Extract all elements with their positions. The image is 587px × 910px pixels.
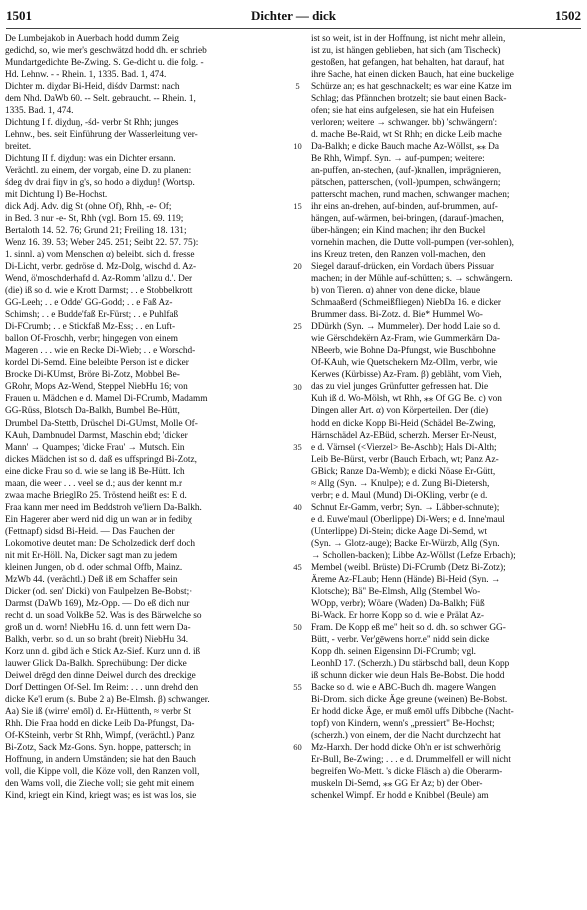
line-number: 45 [293,561,302,572]
text-line: Membel (weibl. Brüste) Di-FCrumb (Detz Bi-Zotz); [311,562,506,573]
text-line: topf) von Kindern, wenn's „pressiert" Be-Hochst; [311,718,495,729]
text-line: MzWb 44. (verächtl.) Deß iß em Schaffer sein [5,574,178,585]
text-line: Lokomotive deutet man: De Scholzedick derf doch [5,538,196,549]
line-number: 40 [293,501,302,512]
text-line: recht d. un soad VolkBe 52. Was is des Bärwelche so [5,610,202,621]
text-line: patterscht machen, rund machen, schwanger machen; [311,190,510,201]
text-line: ≈ Allg (Syn. → Knulpe); e d. Zung Bi-Dietersh, [311,478,490,489]
text-line: in Bed. 3 nur -e- St, Rhh (vgl. Born 15. 69. 119; [5,214,184,225]
line-number: 5 [295,81,300,92]
text-line: Kind, kriegt ein Kind, kriegt was; es ist was los, sie [5,790,197,801]
text-line: vornehin machen, die Dutte voll-pumpen (ver-sohlen), [311,238,514,249]
line-number: 35 [293,441,302,452]
line-number: 10 [293,141,302,152]
line-number: 25 [293,321,302,332]
text-line: dickes Mädchen ist so d. daß es uffspringd Bi-Zotz, [5,454,197,465]
text-line: Schimsh; . . e Budde'faß Er-Fürst; . . e Puhlfaß [5,310,179,321]
text-line: das zu viel junges Grünfutter gefressen hat. Die [311,382,489,393]
text-line: Dingen aller Art. α) von Körperteilen. Der (die) [311,406,489,417]
text-line: Mundartgedichte Be-Zwing. S. Ge-dicht u. die folg. - [5,58,204,69]
text-line: Brocke Di-KUmst, Bröre Bi-Zotz, Mobbel Be- [5,370,180,381]
text-line: (Syn. → Glotz-auge); Backe Er-Würzb, Allg (Syn. [311,538,500,549]
text-line: Härnschädel Az-EBüd, scherzh. Merser Er-Neust, [311,430,497,441]
text-line: nit mit Er-Höll. Na, Dicker sagt man zu jedem [5,550,178,561]
text-line: voll, die Kippe voll, die Köze voll, den Ranzen voll, [5,766,200,777]
text-line: Da-Balkh; e dicke Bauch mache Az-Wöllst, ⁎⁎ Da [311,142,499,153]
text-line: Fram. De Kopp eß me" heit so d. dh. so schwer GG- [311,622,506,633]
text-line: schenkel Wimpf. Er hodd e Knibbel (Beule) am [311,790,489,801]
text-line: GG-Rüss, Blotsch Da-Balkh, Bumbel Be-Hütt, [5,406,180,417]
text-line: De Lumbejakob in Auerbach hodd dumm Zeig [5,34,180,44]
text-line: ins Kreuz treten, den Ranzen voll-machen, den [311,250,486,261]
text-line: hängen, auf-wärmen, bei-bringen, (darauf-)machen, [311,214,504,225]
text-line: kordel Di-Semd. Eine beleibte Person ist e dicker [5,358,189,369]
text-line: Mz-Harxh. Der hodd dicke Oh'n er ist schwerhörig [311,742,501,753]
text-line: Brummer dass. Bi-Zotz. d. Bie* Hummel Wo- [311,310,483,321]
text-line: Fraa kann mer need im Beddstroh ve'liern Da-Balkh. [5,502,202,513]
text-line: eine dicke Frau so d. wie se lang iß Be-Hütt. Ich [5,466,185,477]
text-line: groß un d. worn! NiebHu 16. d. unn fett wern Da- [5,622,191,633]
line-number: 55 [293,682,302,693]
text-line: Er-Bull, Be-Zwing; . . . e d. Drummelfell er will nicht [311,754,511,765]
text-line: DDürkh (Syn. → Mummeler). Der hodd Laie so d. [311,322,501,333]
text-line: Bi-Wack. Er horre Kopp so d. wie e Prälat Az- [311,610,484,621]
text-line: Schlag; das Pfännchen brotzelt; sie baut einen Back- [311,94,507,105]
text-line: Verächtl. zu einem, der vorgab, eine D. zu planen: [5,166,192,177]
text-line: Balkh, verbr. so d. un so braht (breit) NiebHu 34. [5,634,189,645]
text-line: NBeerb, wie Bohne Da-Pfungst, wie Buschbohne [311,346,496,357]
text-line: ballon Of-Froschh, verbr; hingegen von einem [5,334,178,345]
text-line: Lehnw., bes. seit Einführung der Wasserleitung ver- [5,130,198,141]
text-line: den Wams voll, die Zieche voll; sie geht mit einem [5,778,195,789]
text-line: über-hängen; ein Kind machen; ihr den Buckel [311,226,486,237]
text-line: Schmaaßerd (Schmeißfliegen) NiebDa 16. e dicker [311,298,501,309]
text-line: 1335. Bad. 1, 474. [5,106,74,117]
text-line: d. mache Be-Raid, wt St Rhh; en dicke Leib mache [311,130,502,141]
text-line: (scherzh.) von einem, der die Nacht durchzecht hat [311,730,501,741]
text-line: b) von Tieren. α) ahner von dene dicke, blaue [311,286,481,297]
text-line: Dichter m. diχdər Bi-Heid, diśdv Darmst: nach [5,82,180,93]
text-line: Er hodd dicke Äge, er muß emōl uffs Dibbche (Nacht- [311,706,514,717]
text-line: KAuh, Dambnudel Darmst, Maschin ebd; 'dicker [5,430,188,441]
text-line: Dorf Dettingen Of-Sel. Im Reim: . . . unn drehd den [5,682,199,693]
text-line: Klotsche); Bä" Be-Elmsh, Allg (Stembel Wo- [311,586,481,597]
text-line: maan, die weer . . . veel se d.; aus der kennt m.r [5,478,183,489]
text-line: Backe so d. wie e ABC-Buch dh. magere Wangen [311,682,496,693]
text-line: Hoffnung, in andern Umständen; sie hat den Bauch [5,754,196,765]
text-line: wie Gërschdekërn Az-Fram, wie Gummerkärn Da- [311,334,500,345]
text-line: Be Rhh, Wimpf. Syn. → auf-pumpen; weitere: [311,154,485,165]
text-line: ist zu, ist hängen geblieben, hat sich (am Tischeck) [311,46,501,57]
line-number: 60 [293,742,302,753]
text-line: Dichtung II f. diχduŋ: was ein Dichter ersann. [5,154,176,165]
text-line: pätschen, patterschen, (voll-)pumpen, schwängern; [311,178,501,189]
text-line: Kerwes (Kürbisse) Az-Fram. β) gebläht, vom Vieh, [311,370,502,381]
text-line: Bütt, - verbr. Ver'gēwens horr.e" nidd sein dicke [311,634,490,645]
text-line: Dicker (od. sen' Dicki) von Faulpelzen Be-Bobst;· [5,586,193,597]
text-line: Di-Licht, verbr. gedröse d. Mz-Dolg, wischd d. Az- [5,262,197,273]
text-line: Bertaloth 14. 52. 76; Grund 21; Freiling 18. 131; [5,226,187,237]
text-line: dem Nhd. DaWb 60. -- Selt. gebraucht. -- Rhein. 1, [5,94,196,105]
text-line: Äreme Az-FLaub; Henn (Hände) Bi-Heid (Syn. → [311,574,501,585]
text-line: Mageren . . . wie en Recke Di-Wieb; . . e Worschd- [5,346,196,357]
text-line: gestoßen, hat gefangen, hat behalten, hat darauf, hat [311,58,505,69]
text-line: Rhh. Die Fraa hodd en dicke Leib Da-Pfungst, Da- [5,718,195,729]
text-line: (die) iß so d. wie e Krott Darmst; . . e Stobbelkrott [5,286,193,297]
page-header [6,6,581,29]
text-line: dick Adj. Adv. dig St (ohne Of), Rhh, -e- Of; [5,202,172,213]
line-number: 30 [293,381,302,392]
text-line: Frauen u. Mädchen e d. Mamel Di-FCrumb, Madamm [5,394,208,405]
text-line: Di-FCrumb; . . e Stickfaß Mz-Ess; . . en Luft- [5,322,176,333]
text-line: Siegel darauf-drücken, ein Vordach übers Pissuar [311,262,494,273]
text-line: 1. sinnl. a) vom Menschen α) beleibt. sich d. fresse [5,250,195,261]
text-line: śdeg dv drai fiŋv in g's, so hodo ə diχduŋ! (Wortsp. [5,178,195,189]
text-line: → Schollen-backen); Libbe Az-Wöllst (Lefze Erbach); [311,550,516,561]
line-number: 50 [293,621,302,632]
text-line: Kopp dh. seinen Eigensinn Di-FCrumb; vgl. [311,646,477,657]
text-line: breitet. [5,142,32,153]
text-line: ofen; sie hat eins aufgelesen, sie hat ein Hufeisen [311,106,495,117]
line-number: 20 [293,261,302,272]
text-line: Wend, ö'moschderhafd d. Az-Romm 'allzu d.'. Der [5,274,193,285]
text-line: iß schunn dicker wie deun Hals Be-Bobst. Die hodd [311,670,505,681]
text-line: LeonhD 17. (Scherzh.) Du stärbschd ball, deun Kopp [311,658,510,669]
text-line: Bi-Drom. sich dicke Äge greune (weinen) Be-Bobst. [311,694,508,705]
text-line: gedichd, so, wie mer's geschwätzd hodd dh. er schrieb [5,46,207,57]
text-line: Schnut Er-Gamm, verbr; Syn. → Läbber-schnute); [311,502,500,513]
line-number-gutter [287,33,308,903]
running-title: Dichter — dick [251,8,336,23]
text-line: verloren; weitere → schwanger. bb) 'schwängern': [311,118,498,129]
text-line: Of-KAuh, wie Quetschekern Mz-OIlm, verbr, wie [311,358,498,369]
text-line: Schürze an; es hat geschnackelt; es war eine Katze im [311,82,512,93]
text-line: Dichtung I f. diχduŋ, -śd- verbr St Rhh; junges [5,118,179,129]
text-line: lauwer Glick Da-Balkh. Sprechübung: Der dicke [5,658,187,669]
text-line: GBick; Ranze Da-Wemb); e dicki Nöase Er-Gütt, [311,466,496,477]
text-line: e d. Euwe'maul (Oberlippe) Di-Wers; e d. Inne'maul [311,514,505,525]
text-line: zwaa mache BrieglRo 25. Tröstend heißt es: E d. [5,490,187,501]
text-line: GG-Leeh; . . e Odde' GG-Godd; . . e Faß Az- [5,298,173,309]
text-line: machen; in der Mühle auf-schütten; s. → schwängern. [311,274,513,285]
text-line: Leib Be-Bürst, verbr (Bauch Erbach, wt; Panz Az- [311,454,499,465]
text-line: dicke Ke'l erum (s. Bube 2 a) Be-Elmsh. β) schwanger. [5,694,210,705]
text-line: Deiwel drēgd den dinne Deiwel durch des dreckige [5,670,196,681]
text-line: (Fettnapf) sidsd Bi-Heid. — Das Fauchen der [5,526,175,537]
left-page-number: 1501 [6,8,32,23]
text-line: mit Dichtung I) Be-Hochst. [5,190,108,201]
text-line: Mann' → Quampes; 'dicke Frau' → Mutsch. Ein [5,442,185,453]
text-line: GRohr, Mops Az-Wend, Steppel NiebHu 16; von [5,382,188,393]
text-line: Ein Hagerer aber werd nid dig un wan ər in fedibχ [5,514,192,525]
text-line: ihr eins an-drehen, auf-binden, auf-brummen, auf- [311,202,498,213]
line-number: 15 [293,201,302,212]
text-line: Hd. Lehnw. - - Rhein. 1, 1335. Bad. 1, 474. [5,70,167,81]
right-page-number: 1502 [555,8,581,23]
text-line: ist so weit, ist in der Hoffnung, ist nicht mehr allein, [311,34,506,44]
text-line: (Unterlippe) Di-Stein; dicke Aage Di-Semd, wt [311,526,488,537]
text-line: Bi-Zotz, Sack Mz-Gons. Syn. hoppe, pattersch; in [5,742,191,753]
text-line: Drumbel Da-Stettb, Drüschel Di-GUmst, Molle Of- [5,418,198,429]
text-line: WOpp, verbr); Wöare (Waden) Da-Balkh; Füß [311,598,485,609]
text-line: Of-KSteinh, verbr St Rhh, Wimpf, (verächtl.) Panz [5,730,195,741]
text-line: ihre Sache, hat einen dicken Bauch, hat eine buckelige [311,70,514,81]
text-line: an-puffen, an-stechen, (auf-)knallen, imprägnieren, [311,166,502,177]
text-line: verbr; e d. Maul (Mund) Di-OKling, verbr (e d. [311,490,488,501]
text-line: Wenz 16. 39. 53; Weber 245. 251; Seibt 22. 57. 75): [5,238,199,249]
right-column [311,33,583,903]
text-line: kleinen Jungen, ob d. oder schmal Offb, Mainz. [5,562,183,573]
text-line: muskeln Di-Semd, ⁎⁎ GG Er Az; b) der Ober- [311,778,483,789]
text-line: begreifen Wo-Mett. 's dicke Fläsch a) die Oberarm- [311,766,503,777]
text-line: Korz unn d. gibd äch e Stick Az-Sief. Kurz unn d. iß [5,646,201,657]
text-line: Darmst (DaWb 169), Mz-Opp. — Do eß dich nur [5,598,190,609]
text-line: hodd en dicke Kopp Bi-Heid (Schädel Be-Zwing, [311,418,496,429]
text-line: e d. Värnsel (<Vierzel> Be-Aschb); Hals Di-Alth; [311,442,497,453]
text-line: Kuh iß d. Wo-Mölsh, wt Rhh, ⁎⁎ Of GG Be. c) von [311,394,502,405]
text-line: Aa) Sie iß (wirre' emōl) d. Er-Hüttenth, ≈ verbr St [5,706,192,717]
left-column [5,33,284,903]
